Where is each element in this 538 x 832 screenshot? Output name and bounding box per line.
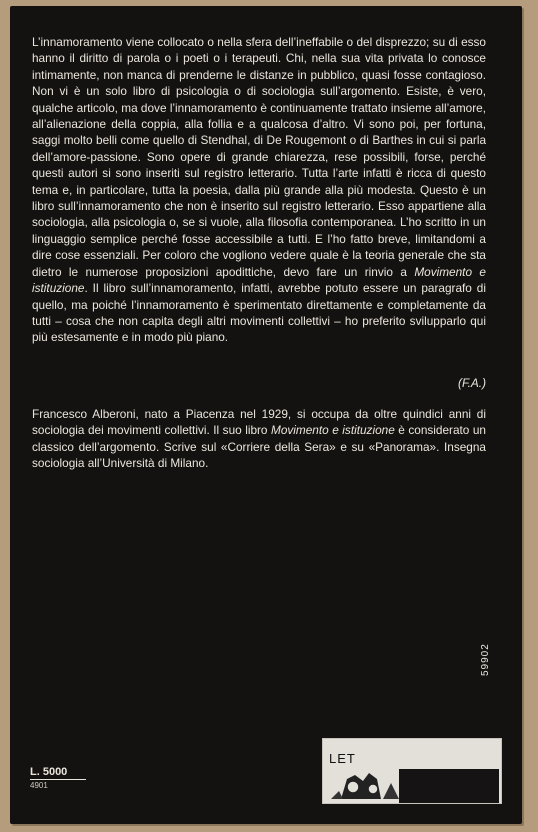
author-initials: (F.A.) <box>458 376 486 390</box>
price-label: L. 5000 <box>30 766 68 778</box>
blurb-part-2: . Il libro sull’innamoramento, infatti, avrebbe potuto essere un paragrafo di quello, ma poiché l’innamoramento è sperimentato direttamente e completamente da tutti – cosa che non capita degli altri movimenti collettivi – ho preferito svilupparlo qui più estesamente e in modo più piano. <box>32 281 486 345</box>
bio-book-title: Movimento e istituzione <box>271 423 395 438</box>
price-code: 4901 <box>30 781 48 790</box>
author-bio <box>32 406 486 472</box>
blurb-text <box>32 34 486 346</box>
price-sticker <box>322 738 502 804</box>
blurb-book-title: Movimento e istituzione <box>32 264 486 296</box>
bio-part-2: è considerato un classico dell’argomento. Scrive sul «Corriere della Sera» e su «Panorama». Insegna sociologia all’Università di Milano. <box>32 423 486 471</box>
sticker-illustration-icon <box>329 769 409 801</box>
catalog-number: 59902 <box>480 643 491 676</box>
bio-part-1: Francesco Alberoni, nato a Piacenza nel 1929, si occupa da oltre quindici anni di sociologia dei movimenti collettivi. Il suo libro <box>32 407 486 438</box>
price-divider <box>30 779 86 780</box>
sticker-label: LET <box>329 751 356 766</box>
sticker-black-band <box>399 769 499 803</box>
blurb-part-1: L’innamoramento viene collocato o nella sfera dell’ineffabile o del disprezzo; su di esso hanno il diritto di parola o i poeti o i terapeuti. Chi, nella sua vita privata lo conosce intimamente, non manca di prenderne le distanze in pubblico, quasi fosse contagioso. Non vi è un solo libro di psicologia o di sociologia sull’argomento. Esiste, è vero, qualche articolo, ma dove l’innamoramento è continuamente trattato insieme all’amore, all’alienazione della coppia, alla follia e a qualcosa d’altro. Vi sono poi, per fortuna, saggi molto belli come quello di Stendhal, di De Rougemont o di Barthes in cui si parla dell’amore-passione. Sono opere di grande chiarezza, rese possibili, forse, perché questi autori si sono inseriti sul registro letterario. Tutta l’arte infatti è ricca di questo tema e, in particolare, tutta la poesia, dalla più grande alla più modesta. Questo è un libro sull’innamoramento che non è inserito sul registro letterario. Esso appartiene alla sociologia, alla psicologia o, se si vuole, alla filosofia contemporanea. L’ho scritto in un linguaggio semplice perché fosse accessibile a tutti. E l’ho fatto breve, limitandomi a dire cose essenziali. Per coloro che vogliono vedere quale è la teoria generale che sta dietro le numerose proposizioni apodittiche, devo fare un rinvio a <box>32 35 486 279</box>
